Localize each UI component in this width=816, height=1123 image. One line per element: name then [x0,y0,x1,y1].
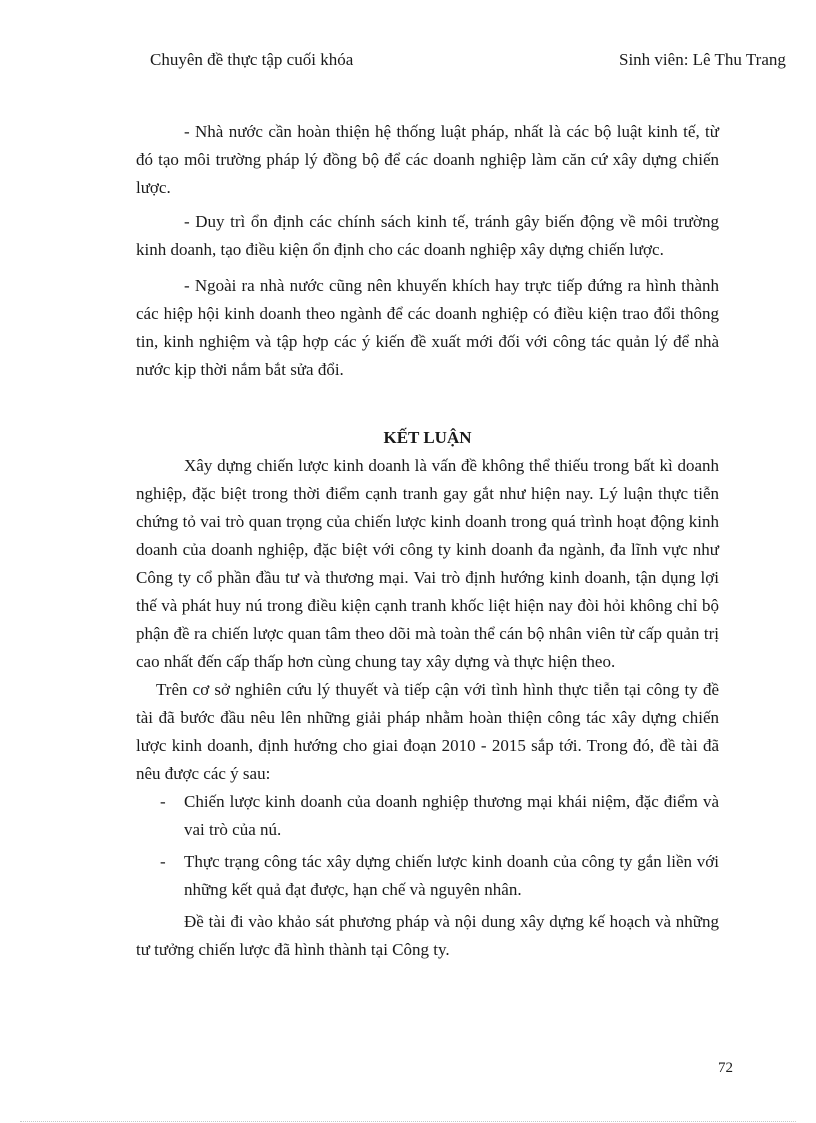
footer-divider [20,1121,796,1122]
conclusion-paragraph: Trên cơ sở nghiên cứu lý thuyết và tiếp cận với tình hình thực tiễn tại công ty đề tài đã bước đầu nêu lên những giải pháp nhằm hoàn thiện công tác xây dựng chiến lược kinh doanh, định hướng cho giai đoạn 2010 - 2015 sắp tới. Trong đó, đề tài đã nêu được các ý sau: [136,680,719,783]
document-body [136,118,719,964]
page-number: 72 [718,1060,733,1076]
recommendation-paragraph: - Nhà nước cần hoàn thiện hệ thống luật pháp, nhất là các bộ luật kinh tế, từ đó tạo môi trường pháp lý đồng bộ để các doanh nghiệp làm căn cứ xây dựng chiến lược. [136,122,719,197]
header-author: Sinh viên: Lê Thu Trang [619,50,786,69]
header-title: Chuyên đề thực tập cuối khóa [150,50,354,69]
list-item [136,788,719,844]
conclusion-heading: KẾT LUẬN [383,428,472,447]
list-item-text: Chiến lược kinh doanh của doanh nghiệp thương mại khái niệm, đặc điểm và vai trò của nú. [184,792,719,839]
conclusion-list [136,788,719,904]
list-item-text: Thực trạng công tác xây dựng chiến lược kinh doanh của công ty gắn liền với những kết quả đạt được, hạn chế và nguyên nhân. [184,852,719,899]
list-item [136,848,719,904]
recommendation-paragraph: - Ngoài ra nhà nước cũng nên khuyến khích hay trực tiếp đứng ra hình thành các hiệp hội kinh doanh theo ngành để các doanh nghiệp có điều kiện trao đổi thông tin, kinh nghiệm và tập hợp các ý kiến đề xuất mới đối với công tác quản lý để nhà nước kịp thời nắm bắt sửa đổi. [136,276,719,379]
conclusion-paragraph: Đề tài đi vào khảo sát phương pháp và nội dung xây dựng kế hoạch và những tư tưởng chiến lược đã hình thành tại Công ty. [136,912,719,959]
list-dash: - [160,792,166,811]
list-dash: - [160,852,166,871]
conclusion-paragraph: Xây dựng chiến lược kinh doanh là vấn đề không thể thiếu trong bất kì doanh nghiệp, đặc biệt trong thời điểm cạnh tranh gay gắt như hiện nay. Lý luận thực tiễn chứng tỏ vai trò quan trọng của chiến lược kinh doanh trong quá trình hoạt động kinh doanh của doanh nghiệp, đặc biệt với công ty kinh doanh đa ngành, đa lĩnh vực như Công ty cổ phần đầu tư và thương mại. Vai trò định hướng kinh doanh, tận dụng lợi thế và phát huy nú trong điều kiện cạnh tranh khốc liệt hiện nay đòi hỏi không chỉ bộ phận đề ra chiến lược quan tâm theo dõi mà toàn thể cán bộ nhân viên từ cấp quản trị cao nhất đến cấp thấp hơn cùng chung tay xây dựng và thực hiện theo. [136,456,719,671]
recommendation-paragraph: - Duy trì ổn định các chính sách kinh tế, tránh gây biến động về môi trường kinh doanh, tạo điều kiện ổn định cho các doanh nghiệp xây dựng chiến lược. [136,212,719,259]
